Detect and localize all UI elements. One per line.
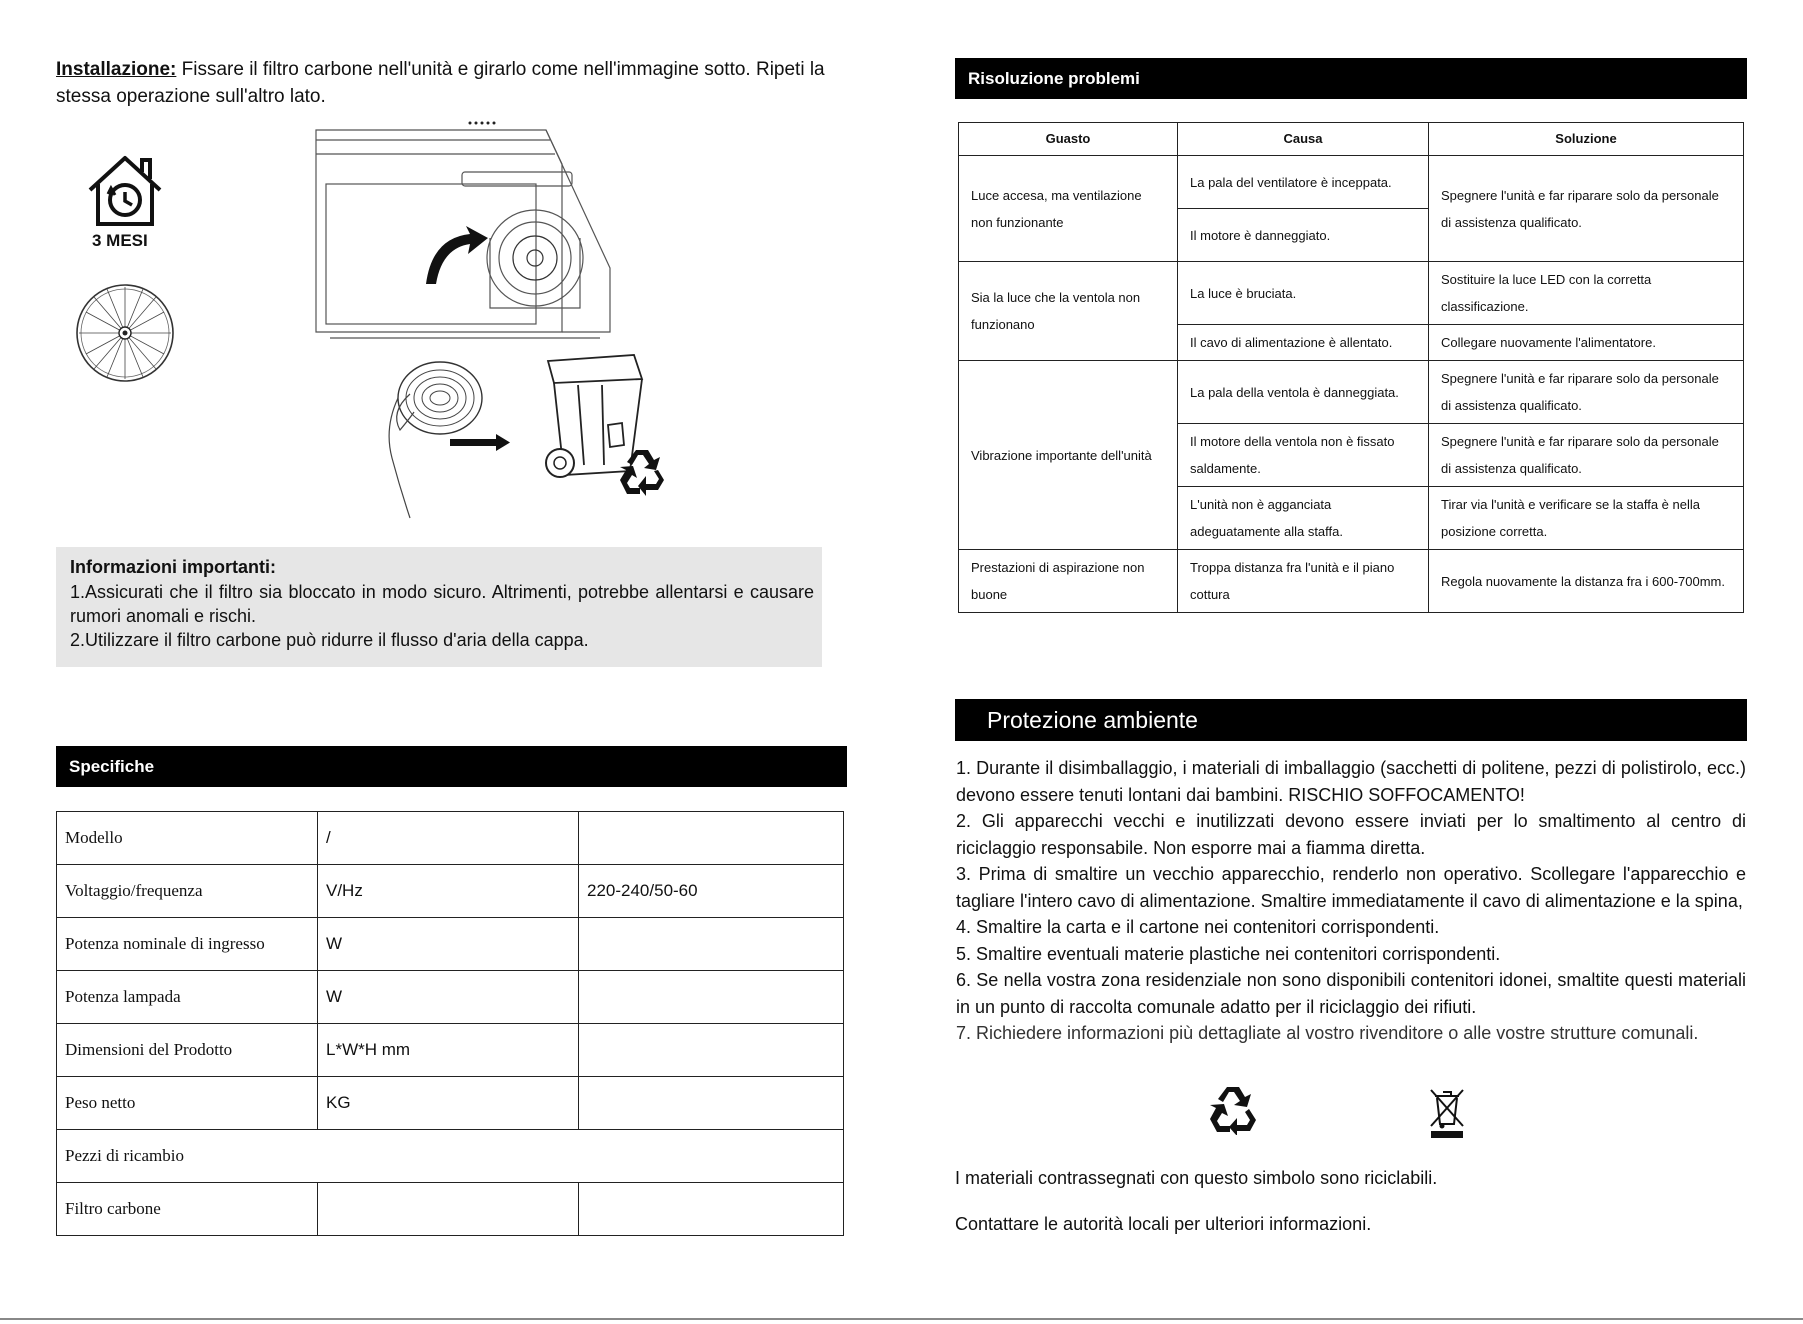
environment-list <box>956 755 1746 1047</box>
cause-cell: Il motore è danneggiato. <box>1178 209 1429 262</box>
spec-name: Peso netto <box>57 1077 318 1130</box>
interval-label: 3 MESI <box>92 231 148 250</box>
table-row <box>57 1077 844 1130</box>
table-row <box>57 971 844 1024</box>
table-row <box>57 1130 844 1183</box>
table-row <box>57 865 844 918</box>
spec-value <box>579 918 844 971</box>
specs-header: Specifiche <box>56 746 847 787</box>
list-item: 5. Smaltire eventuali materie plastiche nei contenitori corrispondenti. <box>956 943 1501 964</box>
solution-cell: Tirar via l'unità e verificare se la staffa è nella posizione corretta. <box>1429 487 1744 550</box>
spec-unit: / <box>318 812 579 865</box>
recycle-icon <box>1206 1085 1260 1135</box>
column-header: Causa <box>1178 123 1429 156</box>
spec-value <box>579 1183 844 1236</box>
solution-cell: Collegare nuovamente l'alimentatore. <box>1429 325 1744 361</box>
info-line-2: 2.Utilizzare il filtro carbone può ridurre il flusso d'aria della cappa. <box>70 630 589 650</box>
solution-cell: Regola nuovamente la distanza fra i 600-700mm. <box>1429 550 1744 613</box>
list-item: 3. Prima di smaltire un vecchio apparecchio, renderlo non operativo. Scollegare l'apparecchio e tagliare l'intero cavo di alimentazione. Smaltire immediatamente il cavo di alimentazione e la spina, <box>956 864 1746 911</box>
troubleshooting-header: Risoluzione problemi <box>955 58 1747 99</box>
important-info-box <box>56 547 822 667</box>
fan-grille-icon <box>74 282 176 384</box>
list-item: 2. Gli apparecchi vecchi e inutilizzati devono essere inviati per lo smaltimento al centro di riciclaggio responsabile. Non esporre mai a fiamma diretta. <box>956 811 1746 858</box>
page-bottom-rule <box>0 1318 1803 1320</box>
specs-table <box>56 811 844 1236</box>
contact-note: Contattare le autorità locali per ulteriori informazioni. <box>955 1214 1372 1234</box>
spec-name: Potenza nominale di ingresso <box>57 918 318 971</box>
table-row <box>959 156 1744 209</box>
cause-cell: Troppa distanza fra l'unità e il piano cottura <box>1178 550 1429 613</box>
recyclable-note: I materiali contrassegnati con questo simbolo sono riciclabili. <box>955 1168 1438 1188</box>
column-header: Guasto <box>959 123 1178 156</box>
fault-cell: Luce accesa, ma ventilazione non funzionante <box>959 156 1178 262</box>
recycle-icon <box>616 446 668 498</box>
troubleshooting-table <box>958 122 1744 613</box>
cause-cell: Il cavo di alimentazione è allentato. <box>1178 325 1429 361</box>
table-row <box>959 262 1744 325</box>
spec-name: Filtro carbone <box>57 1183 318 1236</box>
spec-unit <box>318 1183 579 1236</box>
table-header-row <box>959 123 1744 156</box>
environment-header: Protezione ambiente <box>955 699 1747 741</box>
info-line-1: 1.Assicurati che il filtro sia bloccato in modo sicuro. Altrimenti, potrebbe allentarsi e causare rumori anomali e rischi. <box>70 582 814 626</box>
spec-name: Dimensioni del Prodotto <box>57 1024 318 1077</box>
spec-unit: W <box>318 918 579 971</box>
spec-name: Voltaggio/frequenza <box>57 865 318 918</box>
fault-cell: Vibrazione importante dell'unità <box>959 361 1178 550</box>
solution-cell: Spegnere l'unità e far riparare solo da personale di assistenza qualificato. <box>1429 156 1744 262</box>
table-row <box>57 812 844 865</box>
solution-cell: Sostituire la luce LED con la corretta classificazione. <box>1429 262 1744 325</box>
table-row <box>959 550 1744 613</box>
list-item: 4. Smaltire la carta e il cartone nei contenitori corrispondenti. <box>956 917 1440 937</box>
installation-label: Installazione: <box>56 59 177 80</box>
info-title: Informazioni importanti: <box>70 557 276 577</box>
spec-value: 220-240/50-60 <box>579 865 844 918</box>
spec-unit: V/Hz <box>318 865 579 918</box>
spec-unit: L*W*H mm <box>318 1024 579 1077</box>
cause-cell: La pala della ventola è danneggiata. <box>1178 361 1429 424</box>
solution-cell: Spegnere l'unità e far riparare solo da personale di assistenza qualificato. <box>1429 361 1744 424</box>
list-item: 7. Richiedere informazioni più dettagliate al vostro rivenditore o alle vostre strutture comunali. <box>956 1023 1699 1043</box>
cause-cell: Il motore della ventola non è fissato saldamente. <box>1178 424 1429 487</box>
spec-value <box>579 1077 844 1130</box>
fault-cell: Prestazioni di aspirazione non buone <box>959 550 1178 613</box>
table-row <box>57 918 844 971</box>
fault-cell: Sia la luce che la ventola non funzionano <box>959 262 1178 361</box>
cause-cell: La luce è bruciata. <box>1178 262 1429 325</box>
solution-cell: Spegnere l'unità e far riparare solo da personale di assistenza qualificato. <box>1429 424 1744 487</box>
cause-cell: L'unità non è agganciata adeguatamente alla staffa. <box>1178 487 1429 550</box>
table-row <box>57 1024 844 1077</box>
spec-name: Potenza lampada <box>57 971 318 1024</box>
cause-cell: La pala del ventilatore è inceppata. <box>1178 156 1429 209</box>
spec-value <box>579 812 844 865</box>
list-item: 1. Durante il disimballaggio, i materiali di imballaggio (sacchetti di politene, pezzi di polistirolo, ecc.) devono essere tenuti lontani dai bambini. RISCHIO SOFFOCAMENTO! <box>956 758 1746 805</box>
spec-unit: W <box>318 971 579 1024</box>
spec-value <box>579 971 844 1024</box>
info-body <box>70 580 814 652</box>
spec-value <box>579 1024 844 1077</box>
table-row <box>57 1183 844 1236</box>
installation-paragraph <box>56 56 846 110</box>
column-header: Soluzione <box>1429 123 1744 156</box>
crossed-bin-icon <box>1427 1086 1467 1138</box>
installation-text: Fissare il filtro carbone nell'unità e girarlo come nell'immagine sotto. Ripeti la stessa operazione sull'altro lato. <box>56 59 825 107</box>
spec-name: Modello <box>57 812 318 865</box>
spec-unit: KG <box>318 1077 579 1130</box>
spare-parts-label: Pezzi di ricambio <box>57 1130 844 1183</box>
table-row <box>959 361 1744 424</box>
house-clock-icon <box>84 150 166 232</box>
list-item: 6. Se nella vostra zona residenziale non sono disponibili contenitori idonei, smaltite questi materiali in un punto di raccolta comunale adatto per il riciclaggio dei rifiuti. <box>956 970 1746 1017</box>
